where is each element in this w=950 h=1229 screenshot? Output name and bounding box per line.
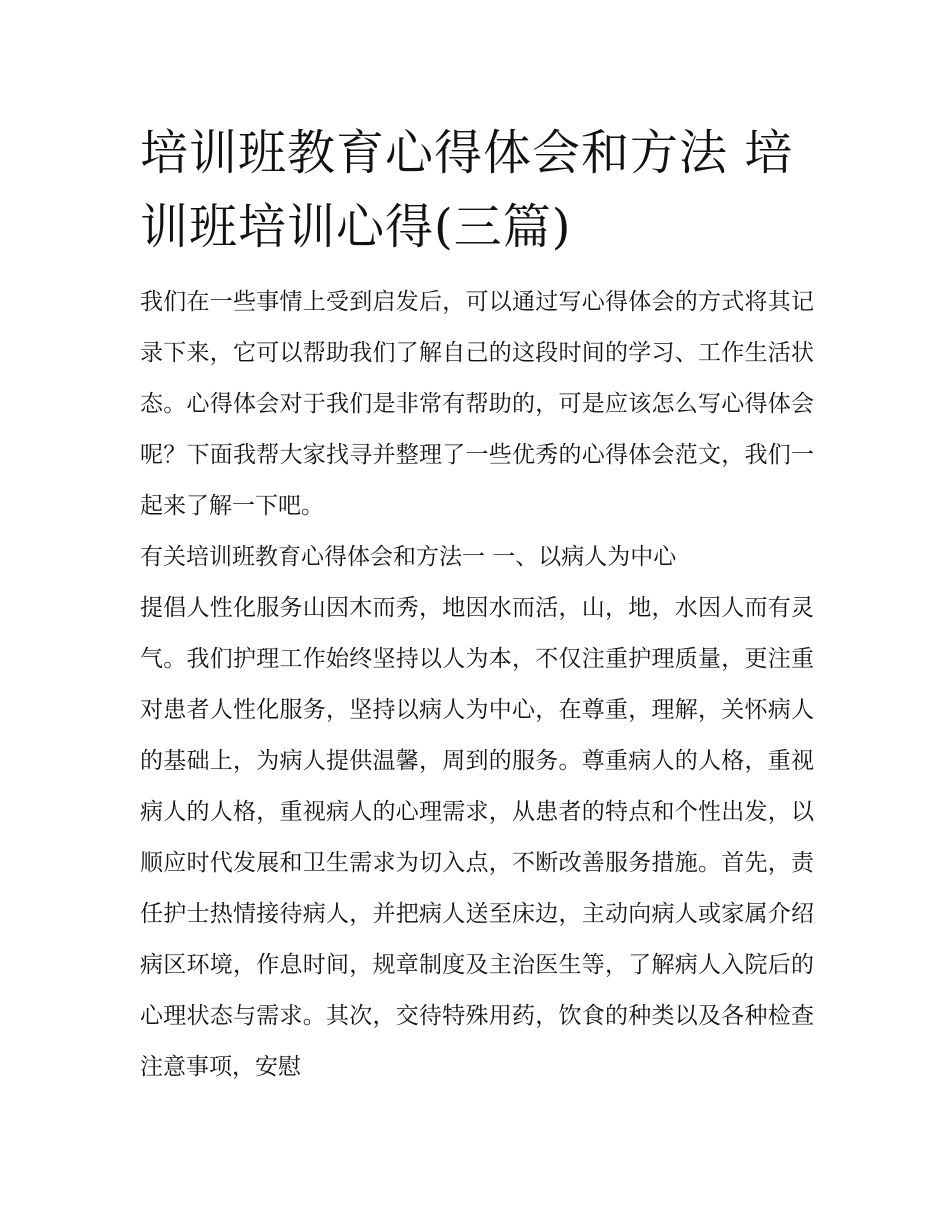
section-heading-paragraph: 有关培训班教育心得体会和方法一 一、以病人为中心 [140, 544, 677, 570]
document-page [140, 116, 814, 1093]
intro-paragraph: 我们在一些事情上受到启发后，可以通过写心得体会的方式将其记录下来，它可以帮助我们了解自己的这段时间的学习、工作生活状态。心得体会对于我们是非常有帮助的，可是应该怎么写心得体会呢？下面我帮大家找寻并整理了一些优秀的心得体会范文，我们一起来了解一下吧。 [140, 289, 814, 519]
body-paragraph: 提倡人性化服务山因木而秀，地因水而活，山，地，水因人而有灵气。我们护理工作始终坚持以人为本，不仅注重护理质量，更注重对患者人性化服务，坚持以病人为中心，在尊重，理解，关怀病人的基础上，为病人提供温馨，周到的服务。尊重病人的人格，重视病人的人格，重视病人的心理需求，从患者的特点和个性出发，以顺应时代发展和卫生需求为切入点，不断改善服务措施。首先，责任护士热情接待病人，并把病人送至床边，主动向病人或家属介绍病区环境，作息时间，规章制度及主治医生等，了解病人入院后的心理状态与需求。其次，交待特殊用药，饮食的种类以及各种检查注意事项，安慰 [140, 595, 814, 1080]
document-title: 培训班教育心得体会和方法 培训班培训心得(三篇) [140, 125, 794, 255]
